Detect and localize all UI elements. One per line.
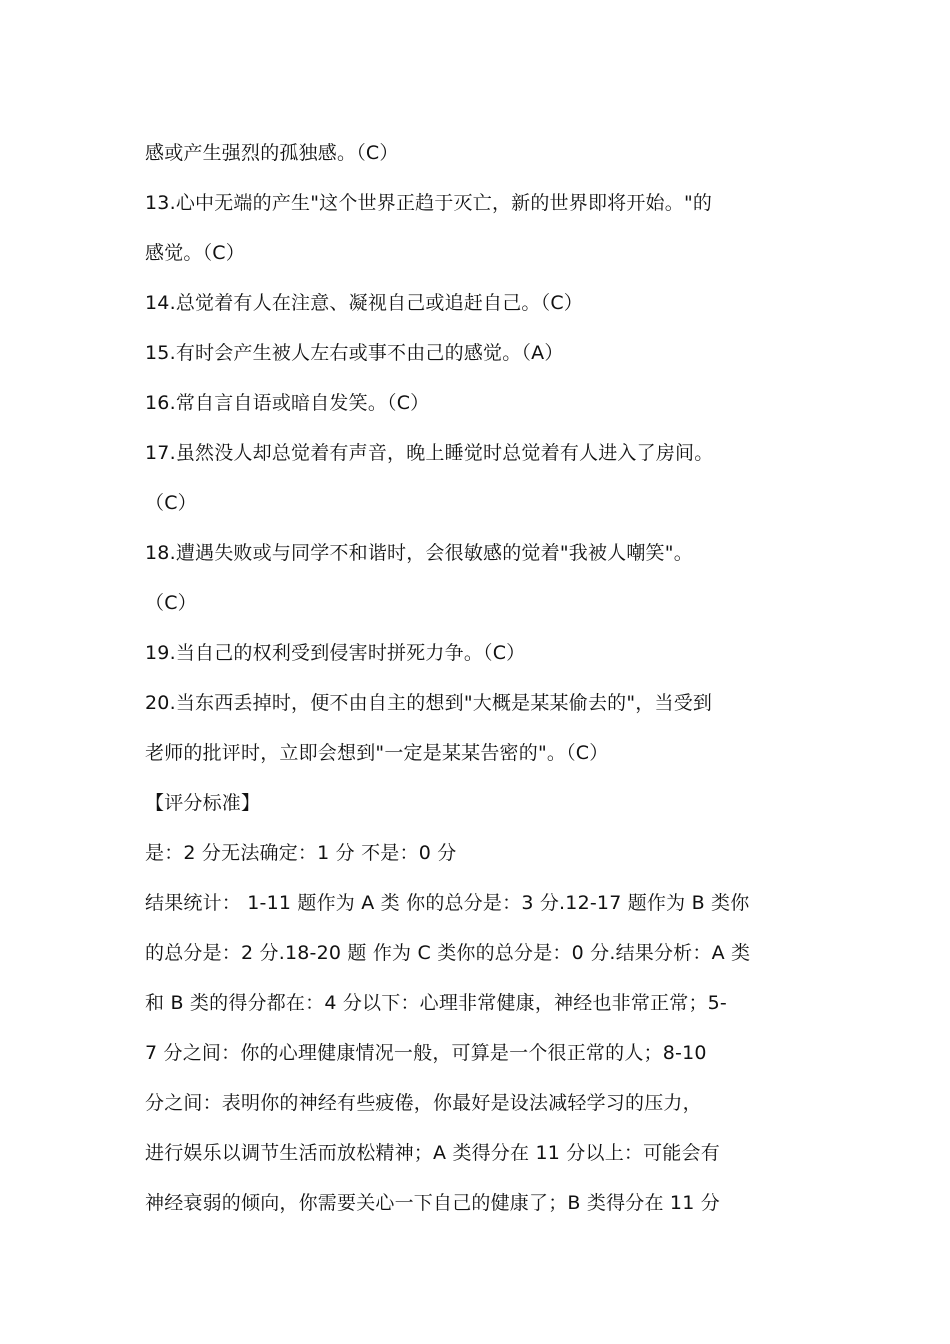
result-paragraph-line: 的总分是：2 分.18-20 题 作为 C 类你的总分是：0 分.结果分析：A 类: [145, 942, 751, 964]
question-17-line-1: 17.虽然没人却总觉着有声音，晚上睡觉时总觉着有人进入了房间。: [145, 442, 714, 464]
question-17-line-2: （C）: [145, 492, 197, 514]
question-16: 16.常自言自语或暗自发笑。（C）: [145, 392, 430, 414]
result-paragraph-line: 进行娱乐以调节生活而放松精神；A 类得分在 11 分以上：可能会有: [145, 1142, 720, 1164]
result-paragraph-line: 和 B 类的得分都在：4 分以下：心理非常健康，神经也非常正常；5-: [145, 992, 727, 1014]
question-18-line-2: （C）: [145, 592, 197, 614]
scoring-heading: 【评分标准】: [145, 792, 261, 814]
result-paragraph-line: 7 分之间：你的心理健康情况一般，可算是一个很正常的人；8-10: [145, 1042, 707, 1064]
result-paragraph-line: 分之间：表明你的神经有些疲倦，你最好是设法减轻学习的压力，: [145, 1092, 702, 1114]
question-20-line-2: 老师的批评时，立即会想到"一定是某某告密的"。（C）: [145, 742, 609, 764]
question-14: 14.总觉着有人在注意、凝视自己或追赶自己。（C）: [145, 292, 583, 314]
result-paragraph-line: 神经衰弱的倾向，你需要关心一下自己的健康了；B 类得分在 11 分: [145, 1192, 720, 1214]
scoring-rule: 是：2 分无法确定：1 分 不是：0 分: [145, 842, 457, 864]
question-13-line-1: 13.心中无端的产生"这个世界正趋于灭亡，新的世界即将开始。"的: [145, 192, 713, 214]
question-13-line-2: 感觉。（C）: [145, 242, 245, 264]
question-19: 19.当自己的权利受到侵害时拼死力争。（C）: [145, 642, 526, 664]
question-18-line-1: 18.遭遇失败或与同学不和谐时，会很敏感的觉着"我被人嘲笑"。: [145, 542, 693, 564]
result-paragraph-line: 结果统计： 1-11 题作为 A 类 你的总分是：3 分.12-17 题作为 B 类你: [145, 892, 750, 914]
question-20-line-1: 20.当东西丢掉时，便不由自主的想到"大概是某某偷去的"，当受到: [145, 692, 713, 714]
question-15: 15.有时会产生被人左右或事不由己的感觉。（A）: [145, 342, 564, 364]
text-line: 感或产生强烈的孤独感。（C）: [145, 142, 399, 164]
document-body: [145, 128, 810, 1228]
